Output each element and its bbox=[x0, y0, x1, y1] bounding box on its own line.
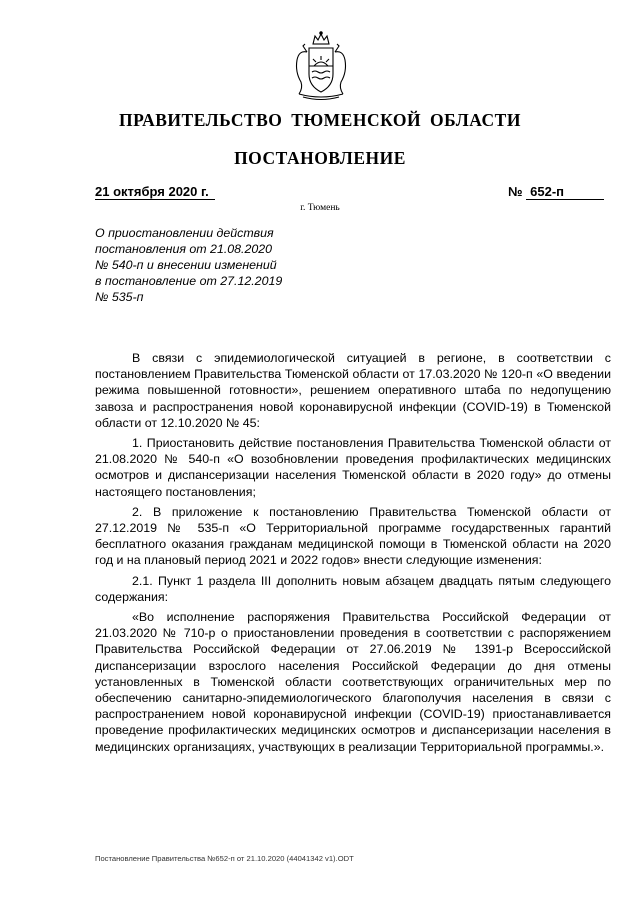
number-value: 652-п bbox=[526, 184, 604, 200]
subject-line: № 540-п и внесении изменений bbox=[95, 258, 277, 272]
subject-line: № 535-п bbox=[95, 290, 144, 304]
document-number bbox=[508, 184, 606, 200]
document-body bbox=[95, 350, 611, 755]
subject-line: в постановление от 27.12.2019 bbox=[95, 274, 283, 288]
subject-line: О приостановлении действия bbox=[95, 226, 274, 240]
body-paragraph: 1. Приостановить действие постановления Правительства Тюменской области от 21.08.2020 № 540-п «О возобновлении проведения профилактических медицинских осмотров и диспансеризации населения Тюменской области в 2020 году» до отмены настоящего постановления; bbox=[95, 436, 611, 499]
body-paragraph: В связи с эпидемиологической ситуацией в регионе, в соответствии с постановлением Правительства Тюменской области от 17.03.2020 № 120-п «О введении режима повышенной готовности», решением оперативного штаба по недопущению завоза и распространения новой коронавирусной инфекции (COVID-19) в Тюменской области от 12.10.2020 № 45: bbox=[95, 351, 611, 430]
document-type: ПОСТАНОВЛЕНИЕ bbox=[234, 148, 406, 168]
subject-block bbox=[95, 225, 335, 305]
subject-line: постановления от 21.08.2020 bbox=[95, 242, 273, 256]
body-paragraph: «Во исполнение распоряжения Правительства Российской Федерации от 21.03.2020 № 710-р о приостановлении проведения в соответствии с распоряжением Правительства Российской Федерации от 27.06.2019 № 1391-р Всероссийской диспансеризации взрослого населения Российской Федерации до дня отмены установленных в Тюменской области соответствующих ограничительных мер по обеспечению санитарно-эпидемиологического благополучия населения в связи с распространением новой коронавирусной инфекции (COVID-19) приостанавливается проведение профилактических медицинских осмотров и диспансеризации населения в медицинских организациях, участвующих в реализации Территориальной программы.». bbox=[95, 610, 611, 754]
government-title: ПРАВИТЕЛЬСТВО ТЮМЕНСКОЙ ОБЛАСТИ bbox=[119, 110, 521, 130]
body-paragraph: 2. В приложение к постановлению Правительства Тюменской области от 27.12.2019 № 535-п «О Территориальной программе государственных гарантий бесплатного оказания гражданам медицинской помощи в Тюменской области на 2020 год и на плановый период 2021 и 2022 годов» внести следующие изменения: bbox=[95, 504, 611, 568]
file-footer: Постановление Правительства №652-п от 21.10.2020 (44041342 v1).ODT bbox=[95, 854, 354, 863]
coat-of-arms-icon bbox=[291, 30, 351, 102]
document-date: 21 октября 2020 г. bbox=[95, 184, 215, 200]
city-label: г. Тюмень bbox=[300, 203, 340, 213]
number-prefix: № bbox=[508, 184, 523, 199]
body-paragraph: 2.1. Пункт 1 раздела III дополнить новым абзацем двадцать пятым следующего содержания: bbox=[95, 573, 611, 604]
